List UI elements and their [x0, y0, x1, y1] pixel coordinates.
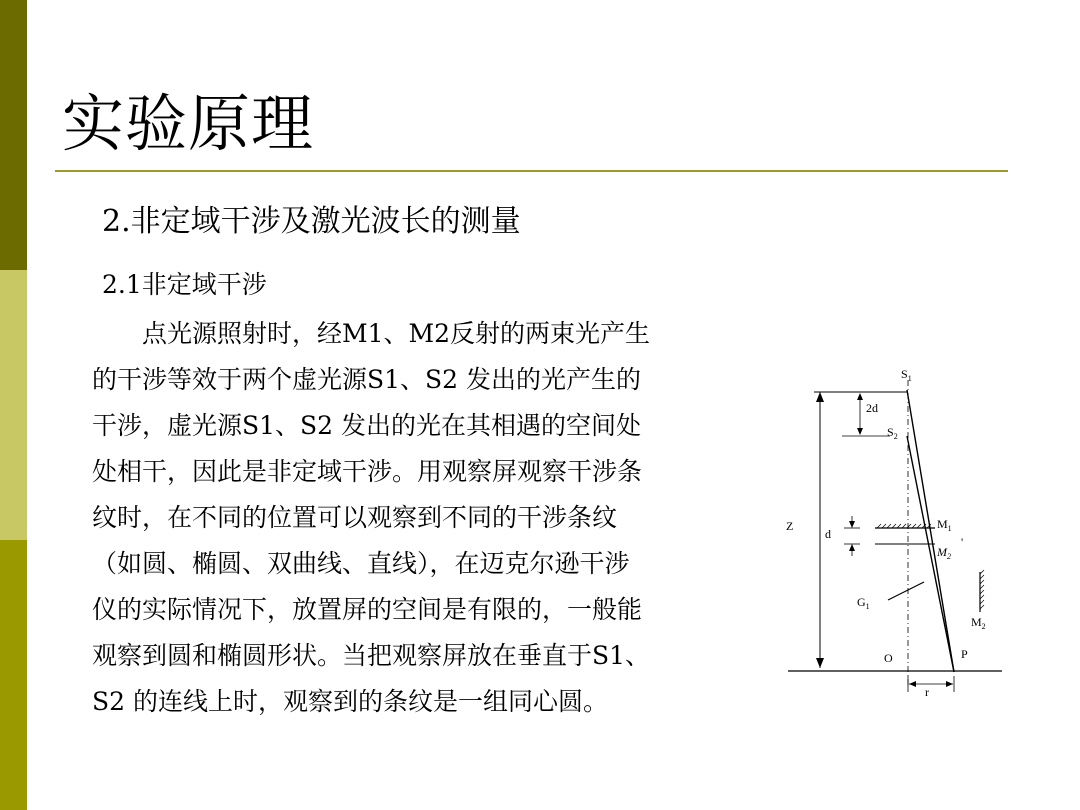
paragraph-line: 仪的实际情况下，放置屏的空间是有限的，一般能	[92, 595, 643, 624]
paragraph-line: 处相干，因此是非定域干涉。用观察屏观察干涉条	[92, 457, 643, 486]
label-z: Z	[786, 519, 794, 533]
paragraph-line: 干涉，虚光源S1、S2 发出的光在其相遇的空间处	[92, 411, 642, 440]
paragraph-line: 点光源照射时，经M1、M2反射的两束光产生	[92, 319, 651, 348]
slide-title: 实验原理	[62, 87, 315, 160]
label-s2: $S_2$	[887, 425, 898, 441]
section-heading: 2.非定域干涉及激光波长的测量	[102, 204, 521, 239]
z-arrow-top	[816, 392, 824, 402]
subsection-heading: 2.1非定域干涉	[102, 270, 267, 299]
label-d: d	[825, 527, 831, 541]
label-r: r	[925, 685, 929, 699]
left-accent-bar-top	[0, 0, 27, 270]
michelson-interference-diagram	[780, 360, 1010, 700]
label-p: P	[961, 647, 968, 661]
paragraph-line: 观察到圆和椭圆形状。当把观察屏放在垂直于S1、	[92, 641, 651, 670]
label-m2-prime: $M_2$	[937, 545, 951, 561]
label-s1: $S_1$	[901, 367, 912, 383]
beam-splitter-g1	[888, 582, 924, 600]
label-m2: $M_2$	[971, 615, 986, 631]
paragraph-line: 纹时，在不同的位置可以观察到不同的干涉条纹	[92, 503, 618, 532]
label-g1: $G_1$	[857, 595, 870, 611]
left-accent-bar-middle	[0, 270, 27, 540]
title-divider	[55, 170, 1008, 172]
label-m2-prime-mark: '	[961, 535, 964, 549]
body-paragraph	[92, 311, 757, 725]
paragraph-line: （如圆、椭圆、双曲线、直线），在迈克尔逊干涉	[92, 549, 630, 578]
z-arrow-bottom	[816, 658, 824, 668]
left-accent-bar-bottom	[0, 540, 27, 810]
label-m1: $M_1$	[937, 517, 952, 533]
paragraph-line: 的干涉等效于两个虚光源S1、S2 发出的光产生的	[92, 365, 642, 394]
paragraph-line: S2 的连线上时，观察到的条纹是一组同心圆。	[92, 687, 608, 716]
label-2d: 2d	[866, 401, 878, 415]
label-o: O	[884, 651, 893, 665]
